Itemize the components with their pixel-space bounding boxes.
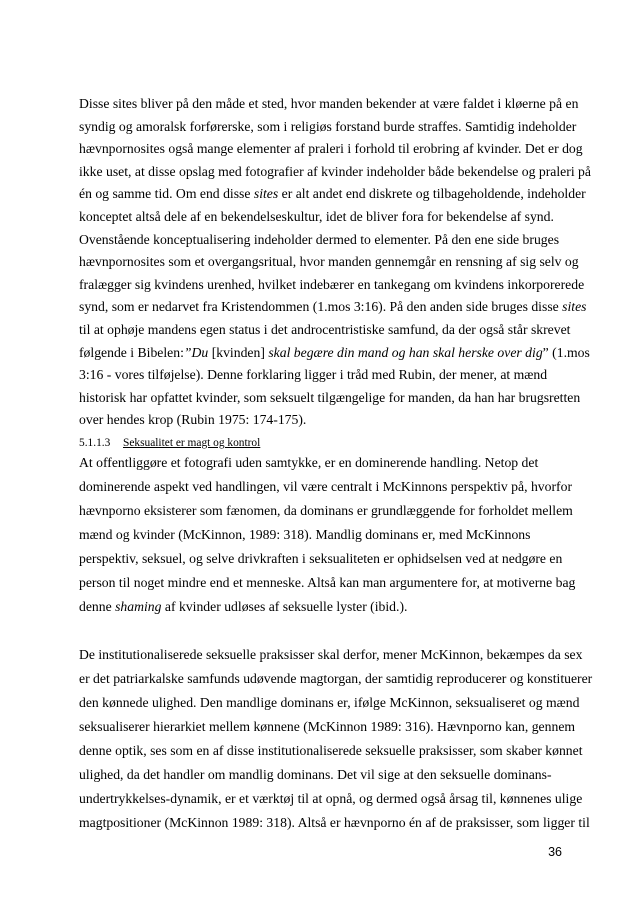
text-line: undertrykkelses-dynamik, er et værktøj til at opnå, og dermed også årsag til, kønnenes ulige: [79, 791, 583, 806]
text-line: hævnpornosites også mange elementer af praleri i forhold til erobring af kvinder. Det er dog: [79, 141, 583, 157]
text-line: ikke uset, at disse opslag med fotografier af kvinder indeholder både bekendelse og praleri på: [79, 163, 591, 179]
text-line: person til noget mindre end et menneske. Altså kan man argumentere for, at motiverne bag: [79, 575, 576, 590]
text-line: én og samme tid. Om end disse sites er alt andet end diskrete og tilbageholdende, indeholder: [79, 186, 586, 202]
text-line: seksualiserer hierarkiet mellem kønnene (McKinnon 1989: 316). Hævnporno kan, gennem: [79, 719, 576, 734]
section-heading: [79, 436, 260, 450]
text-line: fralægger sig kvindens urenhed, hvilket indebærer en tankegang om kvindens inkorporerede: [79, 276, 585, 292]
text-line: ulighed, da det handler om mandlig dominans. Det vil sige at den seksuelle dominans-: [79, 767, 552, 782]
text-line: til at ophøje mandens egen status i det androcentristiske samfund, da der også står skrevet: [79, 322, 571, 337]
text-line: synd, som er nedarvet fra Kristendommen (1.mos 3:16). På den anden side bruges disse sites: [79, 299, 587, 315]
text-line: hævnporno eksisterer som fænomen, da dominans er grundlæggende for forholdet mellem: [79, 503, 573, 518]
text-line: syndig og amoralsk forførerske, som i religiøs forstand burde straffes. Samtidig indeholder: [79, 118, 577, 134]
text-line: Ovenstående konceptualisering indeholder dermed to elementer. På den ene side bruges: [79, 231, 560, 247]
text-line: mænd og kvinder (McKinnon, 1989: 318). Mandlig dominans er, med McKinnons: [79, 527, 531, 542]
text-line: over hendes krop (Rubin 1975: 174-175).: [79, 412, 307, 428]
section-title: Seksualitet er magt og kontrol: [123, 437, 261, 449]
text-line: De institutionaliserede seksuelle praksisser skal derfor, mener McKinnon, bekæmpes da sex: [79, 647, 583, 662]
page-number: 36: [548, 845, 562, 859]
text-line: følgende i Bibelen:”Du [kvinden] skal begære din mand og han skal herske over dig” (1.mos: [79, 344, 590, 360]
text-line: er det patriarkalske samfunds udøvende magtorgan, der samtidig reproducerer og konstituerer: [79, 671, 593, 686]
text-line: denne shaming af kvinder udløses af seksuelle lyster (ibid.).: [79, 599, 408, 614]
text-line: denne optik, ses som en af disse institutionaliserede seksuelle praksisser, som skaber kønnet: [79, 743, 583, 758]
text-line: den kønnede ulighed. Den mandlige dominans er, ifølge McKinnon, seksualiseret og mænd: [79, 695, 580, 710]
text-line: 3:16 - vores tilføjelse). Denne forklaring ligger i tråd med Rubin, der mener, at mænd: [79, 367, 548, 383]
text-line: perspektiv, seksuel, og selve drivkraften i seksualiteten er ophidselsen ved at nedgøre en: [79, 551, 563, 566]
section-number: 5.1.1.3: [79, 437, 111, 449]
text-line: Disse sites bliver på den måde et sted, hvor manden bekender at være faldet i kløerne på en: [79, 96, 579, 111]
text-line: At offentliggøre et fotografi uden samtykke, er en dominerende handling. Netop det: [79, 455, 539, 470]
text-line: historisk har opfattet kvinder, som seksuelt tilgængelige for manden, da han har brugsretten: [79, 389, 581, 405]
text-line: dominerende aspekt ved handlingen, vil være centralt i McKinnons perspektiv på, hvorfor: [79, 479, 572, 494]
text-line: hævnpornosites som et overgangsritual, hvor manden gennemgår en rensning af sig selv og: [79, 254, 579, 270]
text-line: magtpositioner (McKinnon 1989: 318). Altså er hævnporno én af de praksisser, som ligger til: [79, 815, 590, 830]
text-line: konceptet altså dele af en bekendelseskultur, idet de bliver fora for bekendelse af synd.: [79, 209, 554, 224]
